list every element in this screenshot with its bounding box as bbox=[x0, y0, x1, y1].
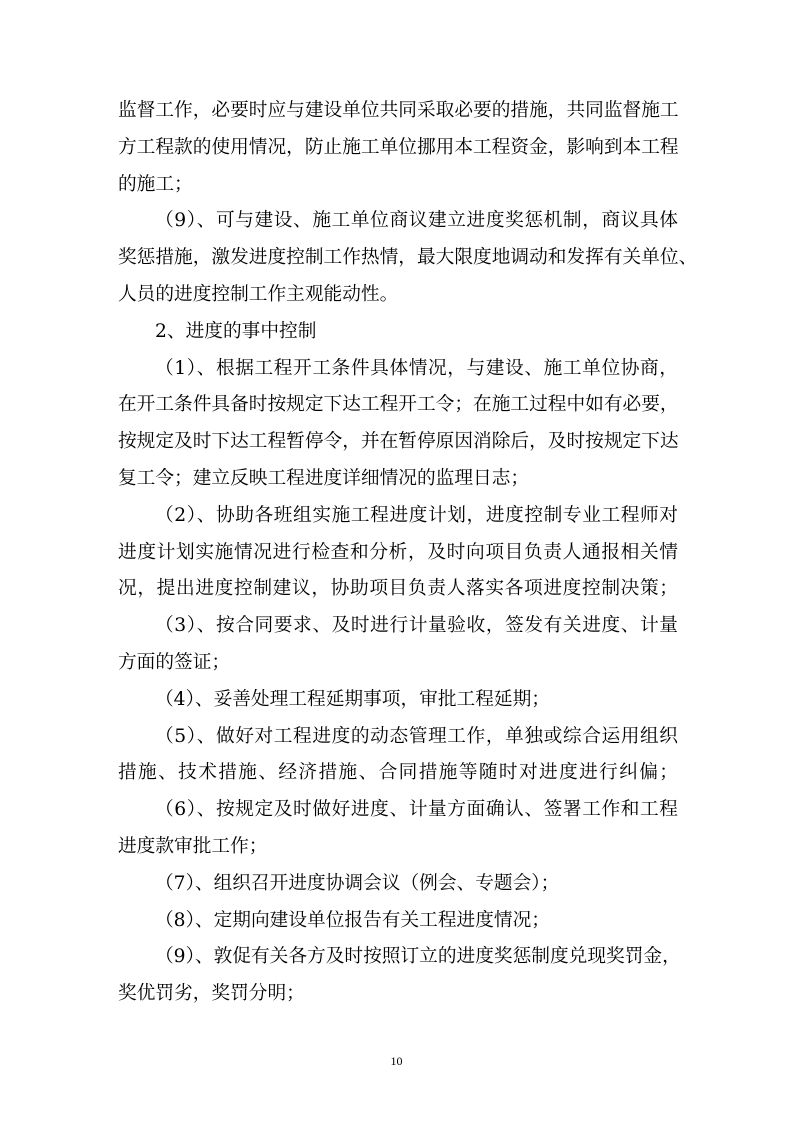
text-line: （4）、妥善处理工程延期事项，审批工程延期； bbox=[155, 688, 550, 710]
text-line: 进度计划实施情况进行检查和分析，及时向项目负责人通报相关情 bbox=[118, 541, 678, 563]
text-line: （5）、做好对工程进度的动态管理工作，单独或综合运用组织 bbox=[155, 725, 678, 747]
text-line: 况，提出进度控制建议，协助项目负责人落实各项进度控制决策； bbox=[118, 578, 678, 600]
text-line: 按规定及时下达工程暂停令，并在暂停原因消除后，及时按规定下达 bbox=[118, 431, 679, 453]
text-line: 监督工作，必要时应与建设单位共同采取必要的措施，共同监督施工 bbox=[118, 100, 679, 121]
text-line: 措施、技术措施、经济措施、合同措施等随时对进度进行纠偏； bbox=[118, 762, 678, 784]
section-heading: 2、进度的事中控制 bbox=[155, 320, 317, 342]
text-line: （3）、按合同要求、及时进行计量验收，签发有关进度、计量 bbox=[155, 615, 678, 637]
body-text bbox=[118, 93, 698, 1013]
text-line: 在开工条件具备时按规定下达工程开工令；在施工过程中如有必要， bbox=[118, 394, 679, 416]
text-line: 复工令；建立反映工程进度详细情况的监理日志； bbox=[118, 467, 530, 489]
text-line: 奖惩措施，激发进度控制工作热情，最大限度地调动和发挥有关单位、 bbox=[118, 247, 698, 269]
text-line: 的施工； bbox=[118, 173, 193, 195]
text-line: （9）、敦促有关各方及时按照订立的进度奖惩制度兑现奖罚金， bbox=[155, 946, 681, 968]
text-line: （2）、协助各班组实施工程进度计划，进度控制专业工程师对 bbox=[155, 504, 678, 526]
text-line: 人员的进度控制工作主观能动性。 bbox=[118, 283, 399, 305]
text-line: （7）、组织召开进度协调会议（例会、专题会）； bbox=[155, 872, 560, 894]
text-line: 方面的签证； bbox=[118, 651, 231, 673]
text-line: 奖优罚劣，奖罚分明； bbox=[118, 983, 305, 1005]
page-number: 10 bbox=[390, 1054, 403, 1068]
text-line: 方工程款的使用情况，防止施工单位挪用本工程资金，影响到本工程 bbox=[118, 136, 679, 158]
text-line: （9）、可与建设、施工单位商议建立进度奖惩机制，商议具体 bbox=[155, 210, 678, 232]
text-line: （1）、根据工程开工条件具体情况，与建设、施工单位协商， bbox=[155, 357, 678, 379]
text-line: （8）、定期向建设单位报告有关工程进度情况； bbox=[155, 909, 550, 931]
text-line: （6）、按规定及时做好进度、计量方面确认、签署工作和工程 bbox=[155, 799, 678, 821]
text-line: 进度款审批工作； bbox=[118, 835, 268, 857]
